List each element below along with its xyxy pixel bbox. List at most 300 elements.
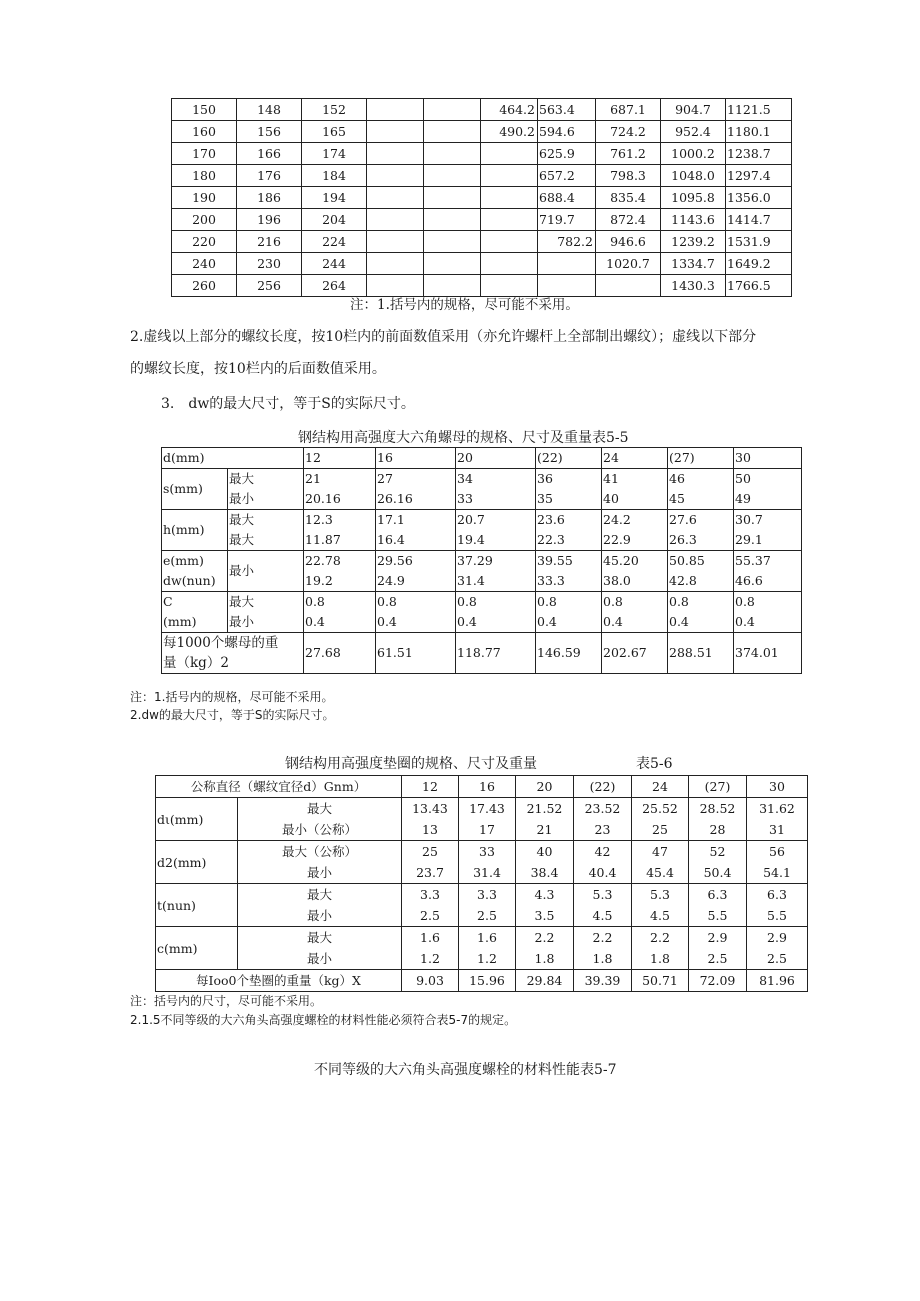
- sub-label-line: 最大: [229, 471, 255, 486]
- row-label-line: C: [163, 594, 173, 609]
- table-cell: 1020.7: [596, 253, 661, 275]
- table-cell: 1649.2: [726, 253, 792, 275]
- cell-value: 40: [536, 844, 553, 859]
- table-cell: [734, 551, 802, 592]
- cell-value: 22.3: [537, 532, 565, 547]
- table-cell: [747, 798, 808, 841]
- table-cell: [668, 469, 734, 510]
- cell-value: 0.8: [305, 594, 325, 609]
- cell-value: 6.3: [767, 887, 787, 902]
- header-cell: (27): [689, 776, 747, 798]
- cell-value: 19.4: [457, 532, 485, 547]
- cell-value: 23.6: [537, 512, 565, 527]
- table-header-row: [162, 448, 802, 469]
- table-cell: [304, 510, 376, 551]
- table-cell: 761.2: [596, 143, 661, 165]
- cell-value: 0.4: [603, 614, 623, 629]
- row-sub-label: [228, 510, 304, 551]
- table-cell: [424, 209, 481, 231]
- table-row: [172, 209, 792, 231]
- table-cell: 186: [237, 187, 302, 209]
- table-cell: 256: [237, 275, 302, 297]
- cell-value: 38.0: [603, 573, 631, 588]
- row-label: [162, 551, 228, 592]
- table-cell: 719.7: [538, 209, 596, 231]
- row-sub-label: [238, 927, 402, 970]
- header-cell: 20: [516, 776, 574, 798]
- table-row: [172, 99, 792, 121]
- cell-value: 0.4: [735, 614, 755, 629]
- table-cell: 230: [237, 253, 302, 275]
- table-cell: [367, 165, 424, 187]
- table-cell: [304, 551, 376, 592]
- weight-value: 288.51: [668, 633, 734, 674]
- sub-label-line: 最小: [306, 865, 332, 880]
- weight-value: 27.68: [304, 633, 376, 674]
- weight-label: [162, 633, 304, 674]
- table-cell: 240: [172, 253, 237, 275]
- table-cell: 176: [237, 165, 302, 187]
- paragraph-thread-length-2: 的螺纹长度，按10栏内的后面数值采用。: [130, 361, 386, 377]
- header-cell: 30: [747, 776, 808, 798]
- table-cell: [481, 275, 538, 297]
- cell-value: 16.4: [377, 532, 405, 547]
- table-row: [172, 253, 792, 275]
- cell-value: 0.4: [457, 614, 477, 629]
- sub-label-line: 最小: [229, 563, 255, 578]
- cell-value: 2.9: [767, 930, 787, 945]
- table3-caption-number: 表5-6: [636, 756, 673, 772]
- table-cell: 1356.0: [726, 187, 792, 209]
- table-cell: 688.4: [538, 187, 596, 209]
- table-cell: 1238.7: [726, 143, 792, 165]
- table-cell: [668, 510, 734, 551]
- cell-value: 35: [537, 491, 553, 506]
- table-cell: 1121.5: [726, 99, 792, 121]
- table2-note-2: 2.dw的最大尺寸，等于S的实际尺寸。: [130, 708, 335, 722]
- table-cell: [574, 927, 632, 970]
- sub-label-line: 最小（公称）: [281, 822, 357, 837]
- table-header-row: [156, 776, 808, 798]
- cell-value: 21: [305, 471, 321, 486]
- cell-value: 31: [769, 822, 785, 837]
- table2-note-1: 注：1.括号内的规格，尽可能不采用。: [130, 690, 334, 704]
- table-cell: [424, 143, 481, 165]
- cell-value: 23.52: [584, 801, 621, 816]
- weight-value: 118.77: [456, 633, 536, 674]
- row-sub-label: [238, 841, 402, 884]
- table-cell: 724.2: [596, 121, 661, 143]
- table-row: [172, 121, 792, 143]
- table-cell: 1095.8: [661, 187, 726, 209]
- cell-value: 11.87: [305, 532, 341, 547]
- row-label: [162, 592, 228, 633]
- cell-value: 0.8: [457, 594, 477, 609]
- sub-label-line: 最大: [306, 887, 332, 902]
- weight-value: 15.96: [459, 970, 516, 992]
- table-cell: [304, 592, 376, 633]
- row-label: d2(mm): [156, 841, 238, 884]
- cell-value: 1.8: [592, 951, 613, 966]
- table-cell: 1239.2: [661, 231, 726, 253]
- cell-value: 3.3: [420, 887, 440, 902]
- table-cell: [424, 231, 481, 253]
- nut-spec-table: [161, 447, 802, 674]
- weight-value: 9.03: [402, 970, 459, 992]
- cell-value: 25: [422, 844, 438, 859]
- cell-value: 29.56: [377, 553, 413, 568]
- paragraph-dw-size: 3. dw的最大尺寸，等于S的实际尺寸。: [161, 396, 415, 412]
- cell-value: 20.16: [305, 491, 341, 506]
- row-label: [162, 469, 228, 510]
- table-cell: 1000.2: [661, 143, 726, 165]
- cell-value: 1.2: [420, 951, 440, 966]
- table-cell: [632, 841, 689, 884]
- cell-value: 0.8: [735, 594, 755, 609]
- bolt-length-table: [171, 98, 792, 297]
- table-cell: 1766.5: [726, 275, 792, 297]
- table-cell: [376, 551, 456, 592]
- table-cell: 1297.4: [726, 165, 792, 187]
- weight-label: 每Ioo0个垫圈的重量（kg）X: [156, 970, 402, 992]
- cell-value: 19.2: [305, 573, 333, 588]
- table-cell: [536, 592, 602, 633]
- cell-value: 2.2: [534, 930, 555, 945]
- table-cell: [689, 841, 747, 884]
- table-cell: 835.4: [596, 187, 661, 209]
- cell-value: 22.9: [603, 532, 631, 547]
- cell-value: 45: [669, 491, 685, 506]
- cell-value: 31.4: [457, 573, 485, 588]
- cell-value: 21.52: [526, 801, 563, 816]
- table-cell: 194: [302, 187, 367, 209]
- table-cell: 1048.0: [661, 165, 726, 187]
- cell-value: 50: [735, 471, 751, 486]
- cell-value: 2.5: [767, 951, 787, 966]
- table-cell: [367, 253, 424, 275]
- cell-value: 31.62: [759, 801, 795, 816]
- cell-value: 2.5: [420, 908, 440, 923]
- cell-value: 12.3: [305, 512, 333, 527]
- table-cell: 798.3: [596, 165, 661, 187]
- cell-value: 45.4: [646, 865, 674, 880]
- sub-label-line: 最大: [306, 930, 332, 945]
- table-row: [162, 551, 802, 592]
- header-cell: (22): [574, 776, 632, 798]
- table-cell: [538, 253, 596, 275]
- row-label-line: (mm): [163, 614, 197, 629]
- cell-value: 3.5: [534, 908, 555, 923]
- table-row: [156, 798, 808, 841]
- row-sub-label: [228, 592, 304, 633]
- row-sub-label: [238, 884, 402, 927]
- row-label: t(nun): [156, 884, 238, 927]
- table-cell: 160: [172, 121, 237, 143]
- cell-value: 17.1: [377, 512, 405, 527]
- table-cell: 1430.3: [661, 275, 726, 297]
- cell-value: 28: [709, 822, 726, 837]
- sub-label-line: 最大: [229, 512, 255, 527]
- table-cell: 1334.7: [661, 253, 726, 275]
- cell-value: 25.52: [642, 801, 678, 816]
- cell-value: 50.4: [703, 865, 732, 880]
- cell-value: 21: [536, 822, 553, 837]
- table-row: [156, 927, 808, 970]
- table-cell: 216: [237, 231, 302, 253]
- table-cell: [367, 231, 424, 253]
- table-cell: 464.2: [481, 99, 538, 121]
- sub-label-line: 最大（公称）: [281, 844, 357, 859]
- cell-value: 45.20: [603, 553, 639, 568]
- table-cell: 152: [302, 99, 367, 121]
- table-cell: 184: [302, 165, 367, 187]
- cell-value: 2.9: [707, 930, 728, 945]
- table-cell: [481, 231, 538, 253]
- cell-value: 23.7: [416, 865, 444, 880]
- cell-value: 49: [735, 491, 751, 506]
- cell-value: 30.7: [735, 512, 763, 527]
- row-label-line: e(mm): [163, 553, 204, 568]
- table-cell: [632, 798, 689, 841]
- cell-value: 20.7: [457, 512, 485, 527]
- cell-value: 40.4: [588, 865, 617, 880]
- weight-value: 374.01: [734, 633, 802, 674]
- sub-label-line: 最大: [229, 532, 255, 547]
- cell-value: 1.2: [477, 951, 497, 966]
- table-cell: 952.4: [661, 121, 726, 143]
- table-cell: [402, 798, 459, 841]
- table-cell: [424, 165, 481, 187]
- cell-value: 1.6: [420, 930, 440, 945]
- cell-value: 39.55: [537, 553, 573, 568]
- table-cell: 166: [237, 143, 302, 165]
- table-cell: 782.2: [538, 231, 596, 253]
- cell-value: 33.3: [537, 573, 565, 588]
- table-cell: 1414.7: [726, 209, 792, 231]
- table-cell: [459, 841, 516, 884]
- table-cell: [402, 884, 459, 927]
- table-cell: [481, 253, 538, 275]
- header-cell: 16: [459, 776, 516, 798]
- row-label: c(mm): [156, 927, 238, 970]
- row-sub-label: [238, 798, 402, 841]
- table-cell: 1143.6: [661, 209, 726, 231]
- header-cell: 20: [456, 448, 536, 469]
- table-cell: 563.4: [538, 99, 596, 121]
- cell-value: 36: [537, 471, 553, 486]
- table-cell: [376, 469, 456, 510]
- cell-value: 0.8: [603, 594, 623, 609]
- table-cell: [632, 884, 689, 927]
- table3-note-2: 2.1.5不同等级的大六角头高强度螺栓的材料性能必须符合表5-7的规定。: [130, 1013, 517, 1027]
- cell-value: 26.3: [669, 532, 697, 547]
- cell-value: 33: [479, 844, 495, 859]
- cell-value: 5.3: [592, 887, 613, 902]
- cell-value: 2.5: [707, 951, 728, 966]
- cell-value: 17.43: [469, 801, 505, 816]
- sub-label-line: 最大: [306, 801, 332, 816]
- cell-value: 2.2: [650, 930, 670, 945]
- table-row: [162, 592, 802, 633]
- table-cell: [668, 592, 734, 633]
- cell-value: 31.4: [473, 865, 501, 880]
- cell-value: 24.2: [603, 512, 631, 527]
- header-cell: 12: [304, 448, 376, 469]
- table-cell: [402, 927, 459, 970]
- table-cell: [424, 187, 481, 209]
- table-cell: 625.9: [538, 143, 596, 165]
- sub-label-line: 最小: [229, 491, 255, 506]
- cell-value: 2.5: [477, 908, 497, 923]
- cell-value: 5.5: [707, 908, 728, 923]
- table-cell: 170: [172, 143, 237, 165]
- table-cell: [536, 551, 602, 592]
- cell-value: 26.16: [377, 491, 413, 506]
- table-row: [162, 469, 802, 510]
- cell-value: 0.8: [669, 594, 689, 609]
- cell-value: 5.3: [650, 887, 670, 902]
- cell-value: 0.4: [669, 614, 689, 629]
- table-cell: [459, 798, 516, 841]
- weight-value: 202.67: [602, 633, 668, 674]
- table-cell: [456, 469, 536, 510]
- row-sub-label: [228, 469, 304, 510]
- cell-value: 52: [709, 844, 726, 859]
- cell-value: 1.8: [534, 951, 555, 966]
- table-cell: [516, 884, 574, 927]
- sub-label-line: 最小: [306, 908, 332, 923]
- table-cell: 594.6: [538, 121, 596, 143]
- table-cell: [304, 469, 376, 510]
- cell-value: 47: [652, 844, 668, 859]
- cell-value: 54.1: [763, 865, 791, 880]
- table-cell: [747, 841, 808, 884]
- row-label-line: s(mm): [163, 481, 203, 496]
- cell-value: 42.8: [669, 573, 697, 588]
- cell-value: 1.6: [477, 930, 497, 945]
- cell-value: 23: [594, 822, 611, 837]
- table-cell: 244: [302, 253, 367, 275]
- table-cell: [456, 551, 536, 592]
- weight-value: 29.84: [516, 970, 574, 992]
- table-cell: [632, 927, 689, 970]
- table-cell: [734, 592, 802, 633]
- weight-value: 39.39: [574, 970, 632, 992]
- row-label-line: h(mm): [163, 522, 205, 537]
- table-cell: [367, 121, 424, 143]
- table-cell: [481, 209, 538, 231]
- cell-value: 0.8: [537, 594, 557, 609]
- table-cell: [459, 884, 516, 927]
- weight-value: 72.09: [689, 970, 747, 992]
- cell-value: 0.4: [305, 614, 325, 629]
- table1-note: 注：1.括号内的规格，尽可能不采用。: [350, 297, 579, 313]
- cell-value: 22.78: [305, 553, 341, 568]
- table-row: [172, 187, 792, 209]
- cell-value: 56: [769, 844, 785, 859]
- table-cell: [538, 275, 596, 297]
- cell-value: 55.37: [735, 553, 771, 568]
- table-cell: [516, 841, 574, 884]
- table-cell: 946.6: [596, 231, 661, 253]
- row-label-line: dw(nun): [163, 573, 216, 588]
- cell-value: 42: [594, 844, 611, 859]
- header-label: 公称直径（螺纹宜径d）Gnm）: [156, 776, 402, 798]
- row-label: dι(mm): [156, 798, 238, 841]
- table-cell: 200: [172, 209, 237, 231]
- weight-row: [162, 633, 802, 674]
- table-cell: [516, 927, 574, 970]
- weight-value: 81.96: [747, 970, 808, 992]
- table-cell: 148: [237, 99, 302, 121]
- table-cell: [424, 253, 481, 275]
- sub-label-line: 最大: [229, 594, 255, 609]
- table-cell: [376, 510, 456, 551]
- table2-caption: 钢结构用高强度大六角螺母的规格、尺寸及重量表5-5: [298, 430, 629, 446]
- cell-value: 25: [652, 822, 668, 837]
- table3-note-1: 注：括号内的尺寸，尽可能不采用。: [130, 994, 323, 1008]
- table-cell: [456, 592, 536, 633]
- table-cell: [367, 187, 424, 209]
- weight-value: 146.59: [536, 633, 602, 674]
- cell-value: 28.52: [699, 801, 736, 816]
- table57-caption: 不同等级的大六角头高强度螺栓的材料性能表5-7: [314, 1062, 617, 1078]
- table-cell: [424, 121, 481, 143]
- table-cell: [747, 927, 808, 970]
- table-cell: 260: [172, 275, 237, 297]
- header-cell: 16: [376, 448, 456, 469]
- cell-value: 29.1: [735, 532, 763, 547]
- table-cell: 1180.1: [726, 121, 792, 143]
- header-cell: 24: [602, 448, 668, 469]
- table-row: [172, 275, 792, 297]
- table-row: [172, 231, 792, 253]
- table-cell: [402, 841, 459, 884]
- cell-value: 40: [603, 491, 619, 506]
- header-cell: 24: [632, 776, 689, 798]
- cell-value: 41: [603, 471, 619, 486]
- cell-value: 4.5: [592, 908, 613, 923]
- table3-caption: 钢结构用高强度垫圈的规格、尺寸及重量: [285, 756, 537, 772]
- table-cell: 687.1: [596, 99, 661, 121]
- table-cell: [602, 469, 668, 510]
- header-cell: (27): [668, 448, 734, 469]
- table-cell: 1531.9: [726, 231, 792, 253]
- table-cell: [481, 143, 538, 165]
- cell-value: 0.8: [377, 594, 397, 609]
- cell-value: 2.2: [592, 930, 613, 945]
- table-cell: [734, 469, 802, 510]
- table-cell: [734, 510, 802, 551]
- table-cell: 657.2: [538, 165, 596, 187]
- table-cell: 490.2: [481, 121, 538, 143]
- table-cell: [367, 99, 424, 121]
- cell-value: 17: [479, 822, 495, 837]
- row-sub-label: [228, 551, 304, 592]
- sub-label-line: 最小: [306, 951, 332, 966]
- table-cell: [367, 143, 424, 165]
- table-cell: [574, 841, 632, 884]
- weight-label-line: 量（kg）2: [163, 655, 229, 671]
- table-cell: [456, 510, 536, 551]
- cell-value: 13.43: [412, 801, 448, 816]
- cell-value: 5.5: [767, 908, 787, 923]
- table-row: [162, 510, 802, 551]
- header-cell: d(mm): [162, 448, 304, 469]
- table-cell: 220: [172, 231, 237, 253]
- table-cell: [481, 187, 538, 209]
- cell-value: 4.3: [534, 887, 555, 902]
